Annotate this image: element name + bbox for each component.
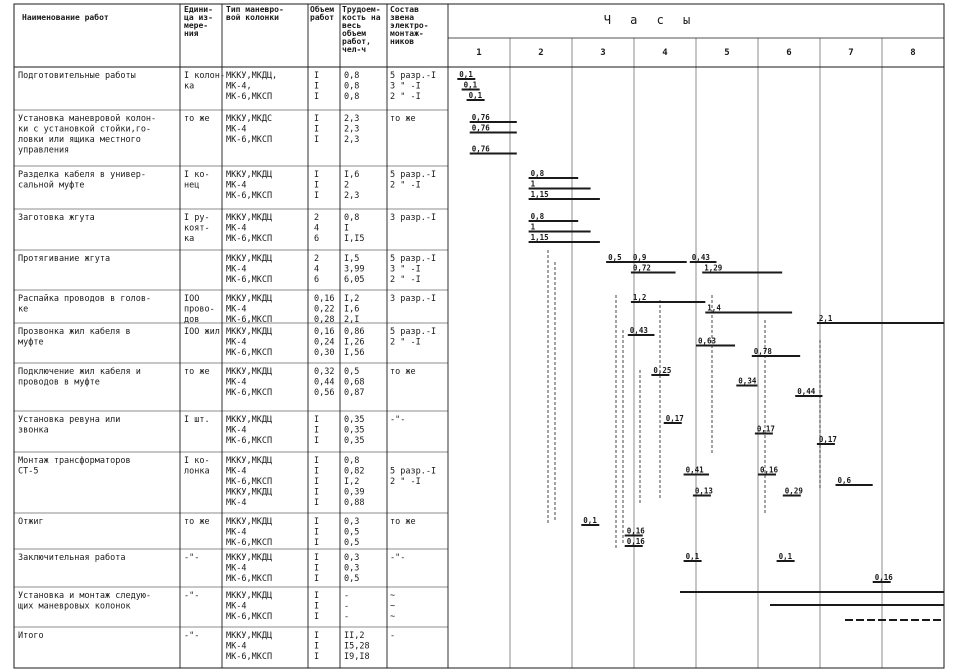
work-name: Заготовка жгута — [18, 213, 95, 223]
gantt-bar — [696, 337, 735, 346]
work-name: Распайка проводов в голов-ке — [18, 294, 152, 315]
header-crew: Состав звена электро-монтаж-ников — [390, 5, 429, 46]
crew-composition: 5 разр.-I 2 " -I — [390, 170, 437, 191]
work-volume: 2 4 6 — [314, 254, 320, 285]
gantt-duration-label: 1 — [530, 222, 536, 232]
unit-of-measure: I колон-ка — [184, 71, 225, 92]
gantt-bar — [462, 81, 480, 90]
unit-of-measure: то же — [184, 114, 210, 124]
work-volume: I I I — [314, 170, 320, 201]
gantt-duration-label: 0,5 — [608, 253, 622, 262]
gantt-bar — [836, 476, 873, 485]
gantt-duration-label: 0,63 — [698, 336, 717, 346]
gantt-bar — [529, 190, 600, 199]
gantt-duration-label: 1,29 — [704, 263, 723, 273]
table-row — [18, 294, 436, 325]
crew-composition: ~ ~ ~ — [390, 591, 396, 622]
gantt-bar — [777, 552, 795, 561]
work-volume: 0,32 0,44 0,56 — [314, 367, 335, 398]
gantt-duration-label: 0,16 — [760, 465, 779, 475]
crew-composition: 3 разр.-I — [390, 294, 437, 304]
unit-of-measure: -"- — [184, 553, 200, 563]
work-name: Подготовительные работы — [18, 71, 136, 81]
column-types: МККУ,МКДЦ МК-4 МК-6,МКСП — [226, 553, 273, 584]
work-volume: I I I — [314, 114, 320, 145]
labor-hours: 0,8 I I,I5 — [344, 213, 365, 244]
gantt-duration-label: 0,25 — [653, 366, 672, 375]
header-hours-title: Ч а с ы — [603, 13, 697, 27]
gantt-bar — [625, 527, 646, 536]
gantt-bar — [457, 70, 475, 79]
column-types: МККУ,МКДЦ МК-4 МК-6,МКСП МККУ,МКДЦ МК-4 — [226, 456, 273, 508]
gantt-bar — [628, 326, 655, 335]
crew-composition: -"- — [390, 415, 406, 425]
gantt-duration-label: 1 — [530, 179, 536, 189]
column-types: МККУ,МКДЦ МК-4 МК-6,МКСП — [226, 170, 273, 201]
gantt-duration-label: 0,1 — [685, 552, 700, 561]
crew-composition: 5 разр.-I 2 " -I — [390, 327, 437, 348]
table-row — [18, 552, 405, 584]
crew-composition: то же — [390, 367, 416, 377]
gantt-duration-label: 0,9 — [632, 253, 647, 262]
gantt-bar — [690, 253, 717, 262]
gantt-duration-label: 2,1 — [818, 314, 833, 323]
unit-of-measure: то же — [184, 517, 210, 527]
labor-hours: 0,35 0,35 0,35 — [344, 415, 365, 446]
work-name: Установка ревуна или звонка — [18, 415, 121, 436]
gantt-bar — [693, 487, 714, 496]
gantt-bar — [873, 573, 894, 582]
work-name: Монтаж трансформаторов СТ-5 — [18, 456, 131, 477]
gantt-duration-label: 1,4 — [707, 303, 721, 313]
labor-hours: I,2 I,6 2,I — [344, 294, 360, 325]
gantt-duration-label: 0,34 — [738, 376, 757, 386]
gantt-bar — [625, 537, 646, 546]
work-name: Установка и монтаж следую-щих маневровых колонок — [18, 591, 152, 612]
table-frame — [14, 4, 944, 668]
labor-hours: I,6 2 2,3 — [344, 170, 360, 201]
column-types: МККУ,МКДЦ МК-4 МК-6,МКСП — [226, 591, 273, 622]
gantt-bar — [529, 180, 591, 189]
work-name: Прозвонка жил кабеля в муфте — [18, 327, 131, 348]
hour-label-4: 4 — [662, 48, 668, 58]
gantt-bar — [631, 264, 676, 273]
gantt-bar — [529, 233, 600, 242]
crew-composition: 5 разр.-I 2 " -I — [390, 466, 437, 487]
labor-hours: --- — [344, 591, 350, 622]
work-volume: I I I — [314, 553, 320, 584]
column-types: МККУ,МКДЦ МК-4 МК-6,МКСП — [226, 213, 273, 244]
crew-composition: - — [390, 631, 396, 641]
work-volume: 0,16 0,22 0,28 — [314, 294, 335, 325]
labor-hours: 0,3 0,5 0,5 — [344, 517, 360, 548]
header-labor: Трудоем-кость на весь объем работ, чел-ч — [342, 5, 381, 54]
gantt-bar — [529, 212, 579, 221]
hour-label-3: 3 — [600, 48, 606, 58]
header-work-name: Наименование работ — [22, 13, 109, 22]
gantt-bar — [736, 377, 757, 386]
gantt-duration-label: 0,16 — [874, 573, 893, 582]
labor-hours: 0,3 0,3 0,5 — [344, 553, 360, 584]
gantt-duration-label: 0,8 — [530, 169, 545, 178]
unit-of-measure: I ру-коят-ка — [184, 213, 210, 244]
gantt-bar — [631, 253, 687, 262]
gantt-duration-label: 0,72 — [632, 263, 651, 273]
gantt-bar — [529, 223, 591, 232]
unit-of-measure: -"- — [184, 631, 200, 641]
gantt-duration-label: 0,1 — [459, 70, 473, 79]
labor-hours: 2,3 2,3 2,3 — [344, 114, 360, 145]
crew-composition: то же — [390, 114, 416, 124]
table-row — [18, 517, 416, 548]
column-types: МККУ,МКДЦ МК-4 МК-6,МКСП — [226, 327, 273, 358]
gantt-duration-label: 0,1 — [468, 91, 483, 100]
work-volume: I I I — [314, 415, 320, 446]
unit-of-measure: I шт. — [184, 415, 210, 425]
gantt-bar — [795, 387, 822, 396]
gantt-duration-label: 0,76 — [471, 144, 490, 154]
gantt-duration-label: 0,1 — [583, 516, 597, 525]
gantt-duration-label: 0,17 — [665, 414, 684, 423]
gantt-duration-label: 0,17 — [756, 424, 775, 434]
gantt-duration-label: 0,1 — [778, 552, 793, 561]
gantt-bar — [664, 414, 684, 423]
unit-of-measure: I ко-нец — [184, 170, 210, 191]
work-name: Итого — [18, 631, 44, 641]
gantt-duration-label: 0,29 — [784, 486, 803, 496]
crew-composition: -"- — [390, 553, 406, 563]
hour-label-7: 7 — [848, 48, 854, 58]
gantt-bar — [702, 264, 782, 273]
table-row — [18, 415, 405, 446]
work-volume: 0,16 0,24 0,30 — [314, 327, 335, 358]
crew-composition: то же — [390, 517, 416, 527]
table-row — [18, 213, 436, 244]
work-name: Подключение жил кабеля и проводов в муфте — [18, 367, 141, 388]
gantt-bar — [752, 347, 800, 356]
table-row — [18, 70, 436, 102]
column-types: МККУ,МКДЦ МК-4 МК-6,МКСП — [226, 631, 273, 662]
column-types: МККУ,МКДЦ, МК-4, МК-6,МКСП — [226, 71, 278, 102]
work-name: Разделка кабеля в универ-сальной муфте — [18, 170, 146, 191]
crew-composition: 5 разр.-I 3 " -I 2 " -I — [390, 71, 437, 102]
unit-of-measure: то же — [184, 367, 210, 377]
unit-of-measure: IOO жил — [184, 327, 220, 337]
labor-hours: 0,8 0,8 0,8 — [344, 71, 360, 102]
work-volume: I I I — [314, 631, 320, 662]
column-types: МККУ,МКДЦ МК-4 МК-6,МКСП — [226, 254, 273, 285]
gantt-duration-label: 0,1 — [463, 80, 478, 90]
unit-of-measure: -"- — [184, 591, 200, 601]
work-name: Протягивание жгута — [18, 254, 111, 264]
gantt-duration-label: 0,44 — [797, 387, 816, 396]
work-name: Отжиг — [18, 517, 44, 527]
gantt-bar — [817, 314, 944, 323]
work-volume: I I I I I — [314, 456, 320, 508]
gantt-bar — [758, 466, 779, 475]
gantt-bar — [467, 91, 485, 100]
crew-composition: 5 разр.-I 3 " -I 2 " -I — [390, 254, 437, 285]
work-name: Установка маневровой колон-ки с установкой стойки,го-ловки или ящика местного управления — [18, 114, 157, 156]
labor-hours: II,2 I5,28 I9,I8 — [344, 631, 370, 662]
table-row — [18, 114, 416, 156]
gantt-bar — [684, 466, 709, 475]
gantt-duration-label: 1,15 — [530, 233, 549, 242]
labor-hours: 0,5 0,68 0,87 — [344, 367, 365, 398]
labor-hours: 0,8 0,82 I,2 0,39 0,88 — [344, 456, 365, 508]
labor-hours: I,5 3,99 6,05 — [344, 254, 365, 285]
table-row — [18, 169, 436, 201]
gantt-bar — [529, 169, 579, 178]
gantt-bar — [783, 487, 804, 496]
table-row — [18, 591, 395, 622]
work-volume: I I I — [314, 71, 320, 102]
header-volume: Объем работ — [310, 5, 335, 22]
table-row — [18, 366, 416, 398]
gantt-bar — [684, 552, 702, 561]
work-name: Заключительная работа — [18, 553, 126, 563]
gantt-bar — [581, 516, 599, 525]
gantt-duration-label: 0,41 — [685, 465, 704, 475]
gantt-duration-label: 0,17 — [818, 435, 837, 444]
hour-label-5: 5 — [724, 48, 730, 58]
work-volume: I I I — [314, 517, 320, 548]
gantt-duration-label: 0,16 — [626, 537, 645, 546]
gantt-bar — [651, 366, 671, 375]
gantt-duration-label: 0,78 — [753, 347, 772, 356]
column-types: МККУ,МКДЦ МК-4 МК-6,МКСП — [226, 517, 273, 548]
gantt-duration-label: 0,13 — [694, 486, 713, 496]
labor-hours: 0,86 I,26 I,56 — [344, 327, 365, 358]
column-types: МККУ,МКДЦ МК-4 МК-6,МКСП — [226, 415, 273, 446]
hour-label-2: 2 — [538, 48, 544, 58]
gantt-duration-label: 0,16 — [626, 526, 645, 536]
gantt-duration-label: 1,2 — [632, 293, 647, 302]
work-volume: I I I — [314, 591, 320, 622]
gantt-duration-label: 0,43 — [691, 253, 710, 262]
table-row — [18, 631, 395, 662]
hour-label-1: 1 — [476, 48, 482, 58]
gantt-bar — [705, 304, 792, 313]
gantt-duration-label: 0,43 — [629, 326, 648, 335]
hour-label-8: 8 — [910, 48, 916, 58]
crew-composition: 3 разр.-I — [390, 213, 437, 223]
column-types: МККУ,МКДЦ МК-4 МК-6,МКСП — [226, 367, 273, 398]
gantt-duration-label: 0,76 — [471, 113, 490, 122]
table-row — [18, 456, 436, 508]
unit-of-measure: I ко-лонка — [184, 456, 210, 477]
gantt-duration-label: 0,6 — [837, 476, 852, 485]
column-types: МККУ,МКДС МК-4 МК-6,МКСП — [226, 114, 273, 145]
work-volume: 2 4 6 — [314, 213, 320, 244]
gantt-duration-label: 0,76 — [471, 123, 490, 133]
gantt-duration-label: 1,15 — [530, 190, 549, 199]
header-column-type: Тип маневро-вой колонки — [226, 5, 284, 22]
column-types: МККУ,МКДЦ МК-4 МК-6,МКСП — [226, 294, 273, 325]
unit-of-measure: IOO прово-дов — [184, 294, 215, 325]
gantt-duration-label: 0,8 — [530, 212, 545, 221]
gantt-bar — [631, 293, 705, 302]
hour-label-6: 6 — [786, 48, 792, 58]
header-unit: Едини-ца из-мере-ния — [184, 5, 213, 38]
table-row — [18, 326, 436, 358]
